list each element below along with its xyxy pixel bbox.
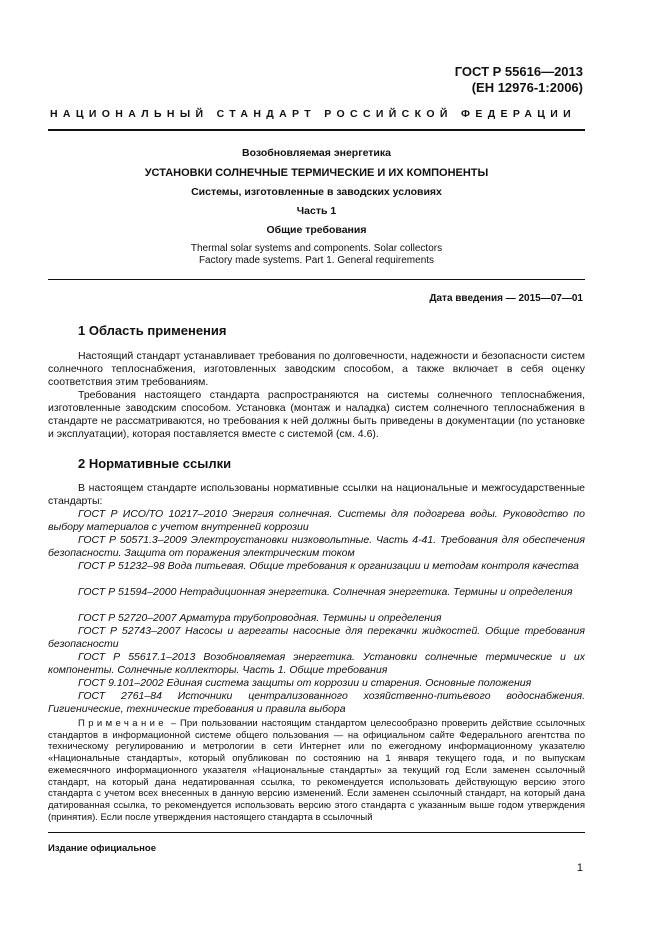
section-2-heading: 2 Нормативные ссылки bbox=[78, 456, 232, 471]
normative-reference bbox=[48, 677, 585, 690]
reference-text: ГОСТ Р ИСО/ТО 10217–2010 Энергия солнечная. Системы для подогрева воды. Руководство по выбору материалов с учетом внутренней коррозии bbox=[48, 508, 585, 533]
section-1-heading: 1 Область применения bbox=[78, 323, 227, 338]
reference-text: ГОСТ Р 51232–98 Вода питьевая. Общие требования к организации и методам контроля качества bbox=[78, 560, 579, 572]
reference-text: ГОСТ Р 50571.3–2009 Электроустановки низковольтные. Часть 4-41. Требования для обеспечения безопасности. Защита от поражения электрическим током bbox=[48, 534, 585, 559]
note-label: Примечание bbox=[78, 718, 167, 729]
section-2-intro: В настоящем стандарте использованы нормативные ссылки на национальные и межгосударственные стандарты: bbox=[48, 482, 585, 507]
page-number: 1 bbox=[576, 862, 583, 874]
note-block bbox=[48, 718, 585, 823]
section-1-paragraph-1: Настоящий стандарт устанавливает требования по долговечности, надежности и безопасности систем солнечного теплоснабжения, изготовленных заводским способом, а также включает в себя оценку соответствия этим требованиям. bbox=[48, 350, 585, 388]
normative-reference bbox=[48, 586, 585, 599]
footer-divider bbox=[48, 832, 585, 833]
official-edition-label: Издание официальное bbox=[48, 843, 156, 854]
normative-reference bbox=[48, 612, 585, 625]
title-english-line2: Factory made systems. Part 1. General requirements bbox=[198, 255, 435, 266]
normative-reference bbox=[48, 625, 585, 651]
normative-reference bbox=[48, 560, 585, 573]
reference-text: ГОСТ 2761–84 Источники централизованного хозяйственно-питьевого водоснабжения. Гигиенические, технические требования и правила выбора bbox=[48, 690, 585, 715]
title-general: Общие требования bbox=[266, 224, 367, 236]
standard-code bbox=[455, 64, 583, 96]
national-standard-banner: НАЦИОНАЛЬНЫЙ СТАНДАРТ РОССИЙСКОЙ ФЕДЕРАЦИИ bbox=[50, 108, 577, 120]
reference-text: ГОСТ Р 52743–2007 Насосы и агрегаты насосные для перекачки жидкостей. Общие требования безопасности bbox=[48, 625, 585, 650]
standard-code-line1: ГОСТ Р 55616—2013 bbox=[454, 64, 583, 79]
title-systems: Системы, изготовленные в заводских условиях bbox=[191, 186, 442, 198]
title-divider bbox=[48, 279, 585, 280]
note-text: – При пользовании настоящим стандартом целесообразно проверить действие ссылочных стандартов в информационной системе общего пользования — на официальном сайте Федерального агентства по техническому регулированию и метрологии в сети Интернет или по ежегодному информационному указателю «Национальные стандарты», который опубликован по состоянию на 1 января текущего года, и по выпускам ежемесячного информационного указателя «Национальные стандарты» за текущий год Если заменен ссылочный стандарт, на который дана недатированная ссылка, то рекомендуется использовать действующую версию этого стандарта с учетом всех внесенных в данную версию изменений. Если заменен ссылочный стандарт, на который дана датированная ссылка, то рекомендуется использовать версию этого стандарта с указанным выше годом утверждения (принятия). Если после утверждения настоящего стандарта в ссылочный bbox=[48, 718, 585, 823]
title-english bbox=[48, 243, 585, 267]
standard-code-line2: (ЕН 12976-1:2006) bbox=[471, 80, 583, 95]
introduction-date: Дата введения — 2015—07—01 bbox=[429, 293, 583, 304]
reference-text: ГОСТ Р 52720–2007 Арматура трубопроводная. Термины и определения bbox=[78, 612, 442, 624]
title-category: Возобновляемая энергетика bbox=[242, 147, 391, 159]
normative-reference bbox=[48, 534, 585, 560]
section-1-paragraph-2: Требования настоящего стандарта распространяются на системы солнечного теплоснабжения, изготовленные заводским способом. Установка (монтаж и наладка) систем солнечного теплоснабжения в стандарте не рассматриваются, но требования к ней должны быть приведены в документации (по установке и эксплуатации), которая поставляется вместе с системой (см. 4.6). bbox=[48, 389, 585, 440]
header-divider bbox=[48, 129, 585, 131]
reference-text: ГОСТ 9.101–2002 Единая система защиты от коррозии и старения. Основные положения bbox=[78, 677, 532, 689]
normative-reference bbox=[48, 508, 585, 534]
reference-text: ГОСТ Р 55617.1–2013 Возобновляемая энергетика. Установки солнечные термические и их компоненты. Солнечные коллекторы. Часть 1. Общие требования bbox=[48, 651, 585, 676]
reference-text: ГОСТ Р 51594–2000 Нетрадиционная энергетика. Солнечная энергетика. Термины и определения bbox=[78, 586, 573, 598]
title-main: УСТАНОВКИ СОЛНЕЧНЫЕ ТЕРМИЧЕСКИЕ И ИХ КОМПОНЕНТЫ bbox=[144, 167, 489, 179]
title-english-line1: Thermal solar systems and components. Solar collectors bbox=[190, 243, 443, 254]
title-part: Часть 1 bbox=[296, 205, 337, 217]
normative-reference bbox=[48, 651, 585, 677]
normative-reference bbox=[48, 690, 585, 716]
